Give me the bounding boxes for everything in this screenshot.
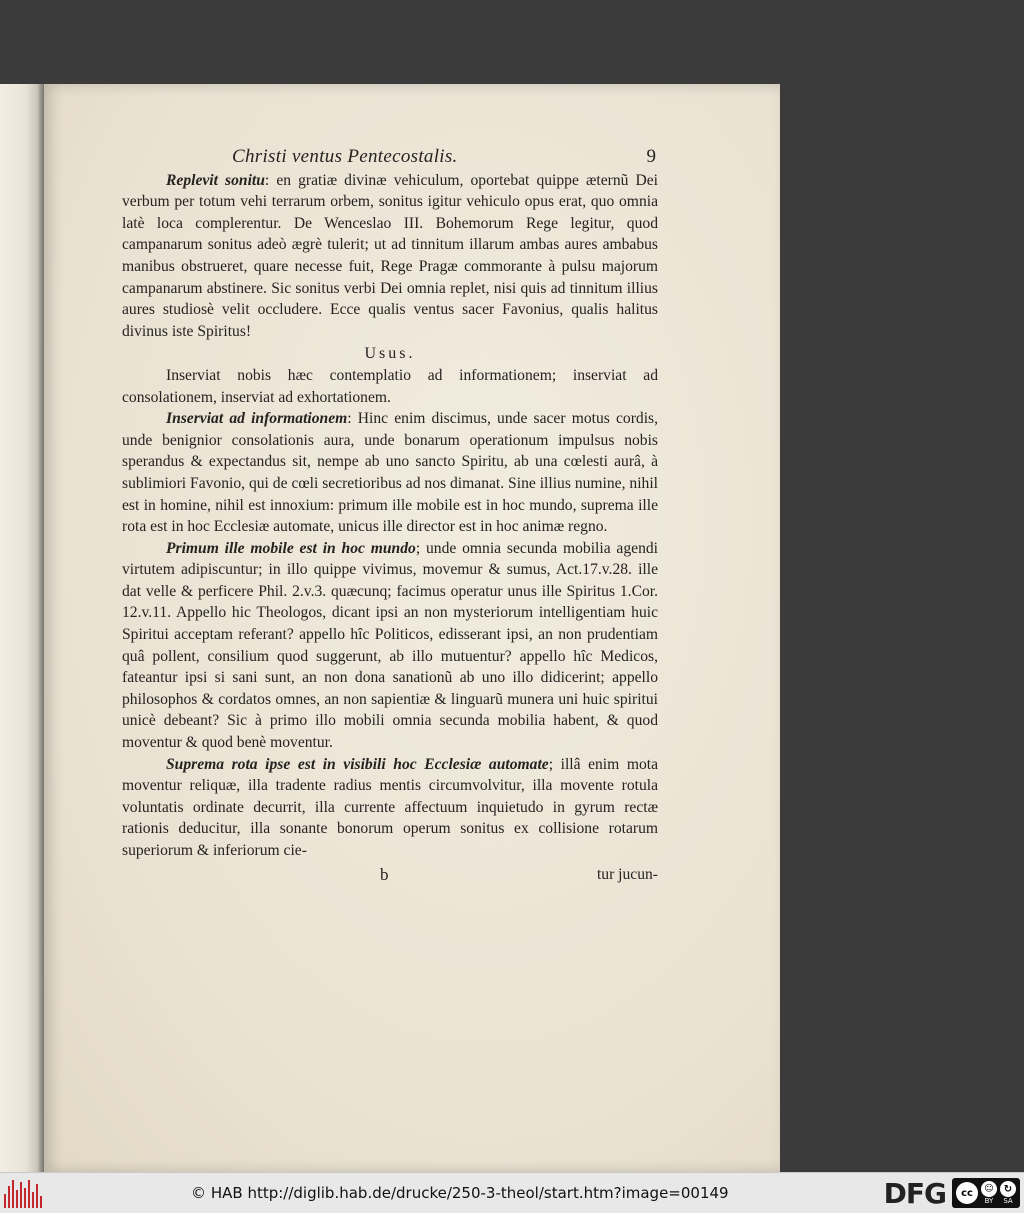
paragraph-body: ; unde omnia secunda mobilia agendi virtutem adipiscuntur; in illo quippe vivimus, movemur & sumus, Act.17.v.28. ille dat velle & perficere Phil. 2.v.3. quæcunq; facimus operatur unus ille Spiritus 1.Cor. 12.v.11. Appello hic Theologos, dicant ipsi an non mysteriorum intelligentiam huic Spiritui acceptam referant? appello hîc Politicos, edisserant ipsi, an non prudentiam quâ pollent, consilium quod suggerunt, ab illo mutuentur? appello hîc Medicos, fateantur ipsi si sani sunt, an non dona sanationũ ab uno illo didicerint; appello philosophos & cordatos omnes, an non sapientiæ & linguarũ munera uni huic spiritui unicè debeant? Sic à primo illo mobili omnia secunda mobilia habent, & quod moventur & quod benè moventur. [122,539,659,752]
paragraph [122,408,658,538]
dfg-logo-icon: DFG [883,1176,946,1210]
paragraph [122,538,658,754]
paragraph-body: ; illâ enim mota moventur reliquæ, illa tradente radius mentis circumvolvitur, illa movente rotula voluntatis ordinate decurrit, illa currente affectuum inquietudo in gyrum rectæ rationis deducitur, illa sonante bonorum operum sonitus ex collisione rotarum superiorum & inferiorum cie- [122,755,658,859]
signature-line [122,864,658,886]
copyright-text: © HAB [191,1184,243,1202]
sa-label: SA [1003,1197,1013,1205]
book-page [44,84,780,1172]
paragraph-body: : Hinc enim discimus, unde sacer motus cordis, unde benignior consolationis aura, unde bonarum operationum impulsus nobis sperandus & expectandus sit, nempe ab uno sancto Spiritu, ab una cœlesti aurâ, à sublimiori Favonio, qui de cœli secretioribus ad nos dimanat. Sine illius numine, nihil est in homine, nihil est innoxium: primum ille mobile est in hoc mundo, suprema ille rota est in hoc Ecclesiæ automate, unicus ille director est in hoc animæ regno. [122,410,658,536]
signature-mark: b [380,864,389,884]
paragraph [122,754,658,862]
facing-page-edge [0,84,44,1172]
cc-icon: cc [956,1182,978,1204]
paragraph-lead: Primum ille mobile est in hoc mundo [166,539,416,557]
sa-icon: ↻ [1000,1181,1016,1197]
page-number: 9 [646,146,656,167]
paragraph [122,170,658,343]
source-link[interactable]: http://diglib.hab.de/drucke/250-3-theol/start.htm?image=00149 [247,1184,729,1202]
hab-logo-icon [4,1178,48,1208]
paragraph-body: : en gratiæ divinæ vehiculum, oportebat quippe æternũ Dei verbum per totum vehi terrarum orbem, sonitus igitur vehiculo opus erat, quo omnia latè loca complerentur. De Wenceslao III. Bohemorum Rege legitur, quod campanarum sonitus adeò ægrè tulerit; ut ad tinnitum illarum ambas aures ambabus manibus obstrueret, quare necesse fuit, Rege Pragæ commorante à pulsu majorum campanarum abstinere. Sic sonitus verbi Dei omnia replet, nisi quis ad tinnitum illius aures studiosè velit occludere. Ecce qualis ventus sacer Favonius, qualis halitus divinus iste Spiritus! [122,171,659,340]
by-icon: ☺ [981,1181,997,1197]
running-title: Christi ventus Pentecostalis. [232,146,458,167]
footer-attribution [48,1184,872,1202]
by-label: BY [984,1197,994,1205]
paragraph-lead: Replevit sonitu [166,171,265,189]
cc-license-badge[interactable] [952,1178,1020,1208]
catchword: tur jucun- [596,865,658,883]
running-head [232,146,658,168]
paragraph-lead: Inserviat ad informationem [166,410,348,428]
section-heading: Usus. [364,345,416,363]
paragraph [122,365,658,408]
paragraph-lead: Suprema rota ipse est in visibili hoc Ecclesiæ automate [166,755,549,773]
paragraph-body: Inserviat nobis hæc contemplatio ad informationem; inserviat ad consolationem, inserviat ad exhortationem. [122,366,658,406]
footer-bar [0,1172,1024,1213]
page-text [122,146,658,885]
